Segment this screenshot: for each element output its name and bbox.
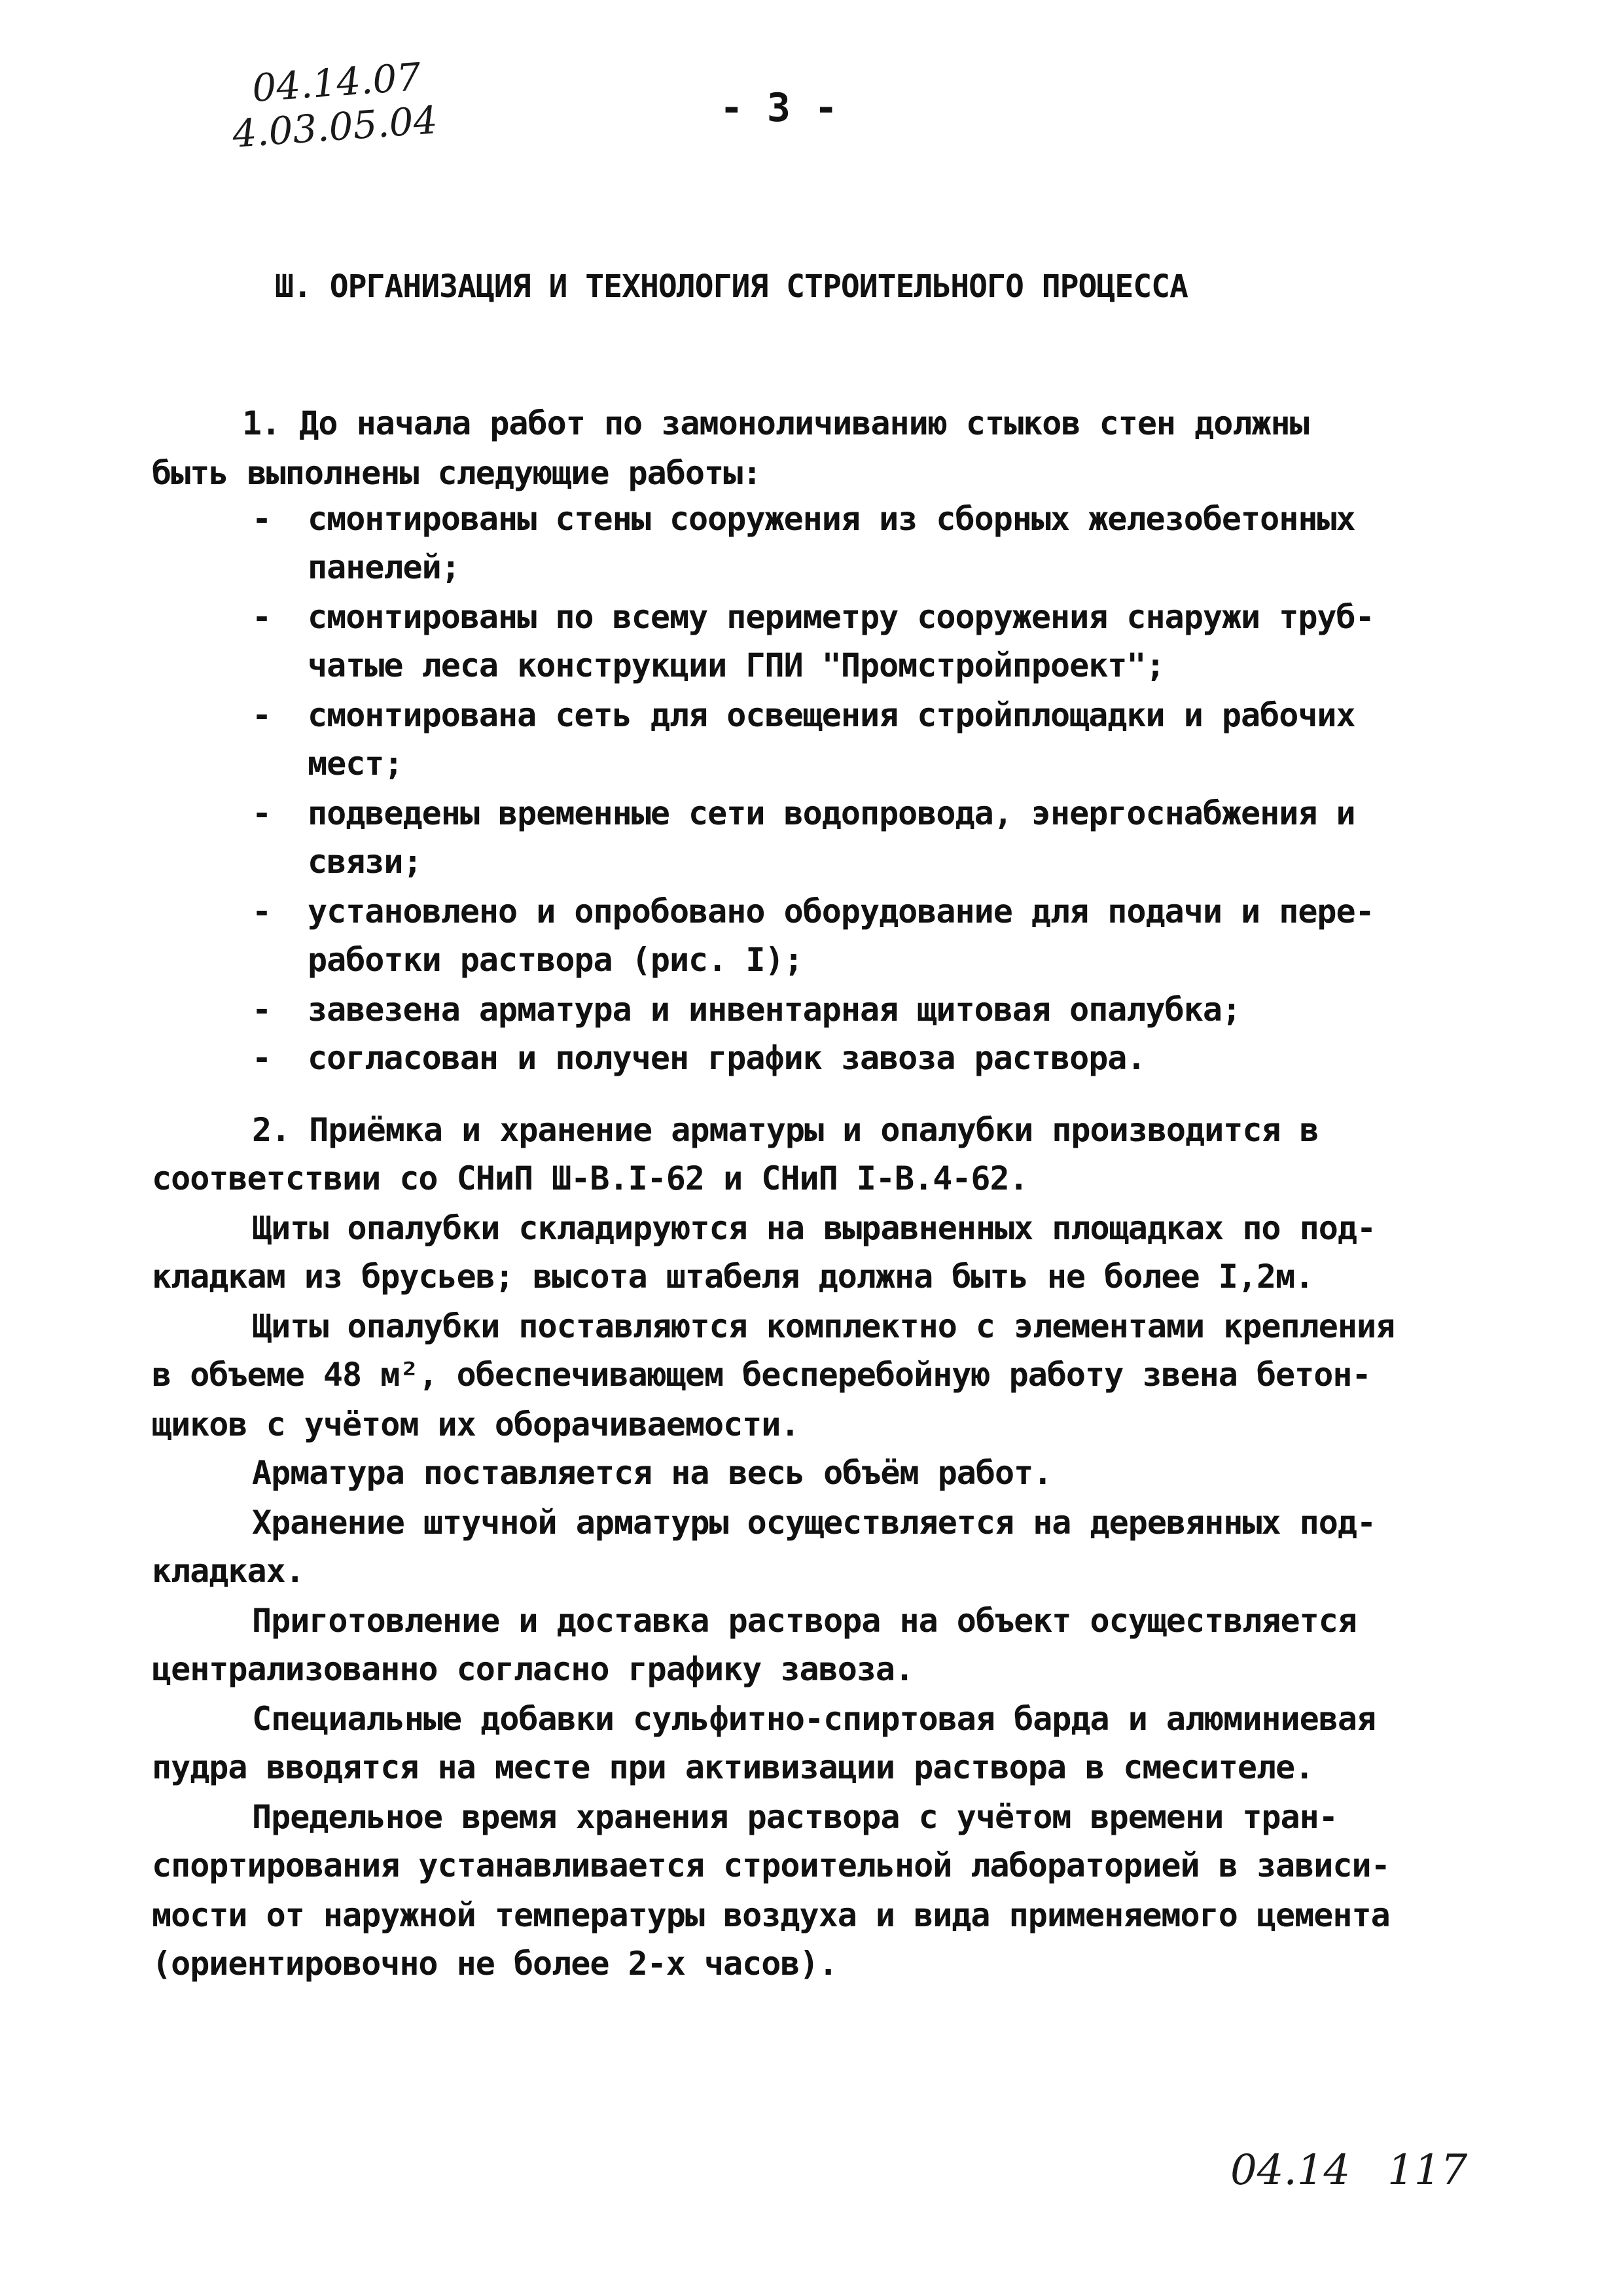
item2-line: Арматура поставляется на весь объём работ. bbox=[252, 1454, 1052, 1492]
bullet-line: связи; bbox=[308, 843, 422, 881]
item1-line: 1. До начала работ по замоноличиванию стыков стен должны bbox=[242, 404, 1309, 442]
bullet-dash: - bbox=[252, 991, 272, 1029]
item2-line: Приготовление и доставка раствора на объект осуществляется bbox=[252, 1602, 1357, 1640]
bullet-line: мест; bbox=[308, 745, 403, 783]
bullet-dash: - bbox=[252, 696, 272, 734]
bullet-line: смонтирована сеть для освещения стройплощадки и рабочих bbox=[308, 696, 1355, 734]
item2-line: спортирования устанавливается строительной лабораторией в зависи- bbox=[152, 1846, 1390, 1884]
item2-line: централизованно согласно графику завоза. bbox=[152, 1650, 914, 1688]
bullet-line: панелей; bbox=[308, 548, 460, 586]
item2-line: щиков с учётом их оборачиваемости. bbox=[152, 1405, 800, 1443]
handwritten-code-line2: 4.03.05.04 bbox=[231, 97, 439, 156]
item2-line: в объеме 48 м², обеспечивающем бесперебойную работу звена бетон- bbox=[152, 1356, 1371, 1394]
bullet-dash: - bbox=[252, 500, 272, 538]
item2-line: (ориентировочно не более 2-х часов). bbox=[152, 1945, 838, 1983]
bullet-line: завезена арматура и инвентарная щитовая опалубка; bbox=[308, 991, 1241, 1029]
item2-line: Щиты опалубки складируются на выравненных площадках по под- bbox=[252, 1209, 1376, 1247]
handwritten-code-line1: 04.14.07 bbox=[250, 54, 423, 111]
item2-line: кладках. bbox=[152, 1552, 304, 1590]
item2-line: мости от наружной температуры воздуха и вида применяемого цемента bbox=[152, 1896, 1390, 1934]
item2-line: кладкам из брусьев; высота штабеля должна быть не более I,2м. bbox=[152, 1258, 1314, 1296]
item2-line: 2. Приёмка и хранение арматуры и опалубки производится в bbox=[252, 1111, 1319, 1149]
bullet-line: работки раствора (рис. I); bbox=[308, 941, 803, 979]
bullet-line: подведены временные сети водопровода, энергоснабжения и bbox=[308, 794, 1355, 832]
page-number: - 3 - bbox=[719, 85, 838, 131]
bullet-line: смонтированы по всему периметру сооружения снаружи труб- bbox=[308, 598, 1374, 636]
footer-sheet-number: 117 bbox=[1387, 2146, 1468, 2195]
item2-line: Предельное время хранения раствора с учётом времени тран- bbox=[252, 1798, 1338, 1836]
item2-line: соответствии со СНиП Ш-В.I-62 и СНиП I-В.4-62. bbox=[152, 1159, 1028, 1197]
bullet-dash: - bbox=[252, 794, 272, 832]
section-heading: Ш. ОРГАНИЗАЦИЯ И ТЕХНОЛОГИЯ СТРОИТЕЛЬНОГО ПРОЦЕССА bbox=[275, 268, 1188, 305]
bullet-dash: - bbox=[252, 598, 272, 636]
item2-line: Щиты опалубки поставляются комплектно с элементами крепления bbox=[252, 1307, 1395, 1345]
item2-line: пудра вводятся на месте при активизации раствора в смесителе. bbox=[152, 1748, 1314, 1786]
bullet-line: согласован и получен график завоза раствора. bbox=[308, 1039, 1146, 1077]
bullet-line: чатые леса конструкции ГПИ "Промстройпроект"; bbox=[308, 646, 1165, 684]
footer-archive-code: 04.14 bbox=[1230, 2146, 1351, 2195]
item1-line: быть выполнены следующие работы: bbox=[152, 454, 762, 492]
bullet-dash: - bbox=[252, 892, 272, 930]
item2-line: Хранение штучной арматуры осуществляется на деревянных под- bbox=[252, 1504, 1376, 1542]
bullet-line: смонтированы стены сооружения из сборных железобетонных bbox=[308, 500, 1355, 538]
item2-line: Специальные добавки сульфитно-спиртовая барда и алюминиевая bbox=[252, 1700, 1376, 1738]
bullet-line: установлено и опробовано оборудование для подачи и пере- bbox=[308, 892, 1374, 930]
bullet-dash: - bbox=[252, 1039, 272, 1077]
